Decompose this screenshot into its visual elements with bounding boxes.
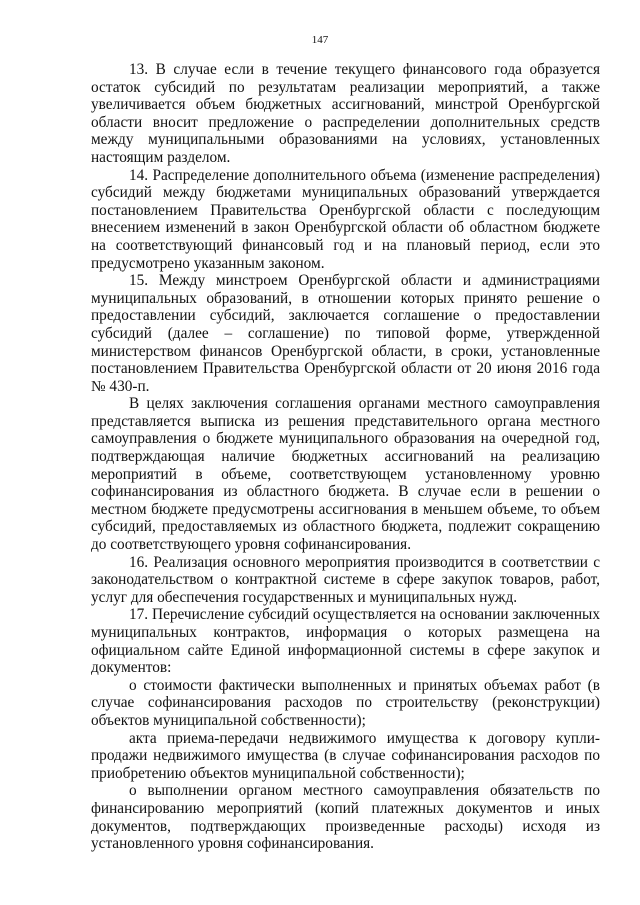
paragraph-17-item-work-cost: о стоимости фактически выполненных и принятых объемах работ (в случае софинансирования расходов по строительству (реконструкции) объектов муниципальной собственности); bbox=[91, 676, 600, 729]
paragraph-13: 13. В случае если в течение текущего финансового года образуется остаток субсидий по результатам реализации мероприятий, а также увеличивается объем бюджетных ассигнований, минстрой Оренбургской области вносит предложение о распределении дополнительных средств между муниципальными образованиями на условиях, установленных настоящим разделом. bbox=[91, 61, 600, 166]
paragraph-17: 17. Перечисление субсидий осуществляется на основании заключенных муниципальных контрактов, информация о которых размещена на официальном сайте Единой информационной системы в сфере закупок и документов: bbox=[91, 606, 600, 677]
paragraph-17-item-transfer-act: акта приема-передачи недвижимого имущества к договору купли-продажи недвижимого имущества (в случае софинансирования расходов по приобретению объектов муниципальной собственности); bbox=[91, 729, 600, 782]
paragraph-15: 15. Между минстроем Оренбургской области и администрациями муниципальных образований, в отношении которых принято решение о предоставлении субсидий, заключается соглашение о предоставлении субсидий (далее – соглашение) по типовой форме, утвержденной министерством финансов Оренбургской области, в сроки, установленные постановлением Правительства Оренбургской области от 20 июня 2016 года № 430-п. bbox=[91, 272, 600, 395]
paragraph-17-item-obligations: о выполнении органом местного самоуправления обязательств по финансированию мероприятий (копий платежных документов и иных документов, подтверждающих произведенные расходы) исходя из установленного уровня софинансирования. bbox=[91, 782, 600, 853]
paragraph-16: 16. Реализация основного мероприятия производится в соответствии с законодательством о контрактной системе в сфере закупок товаров, работ, услуг для обеспечения государственных и муниципальных нужд. bbox=[91, 553, 600, 606]
paragraph-15-agreement-conditions: В целях заключения соглашения органами местного самоуправления представляется выписка из решения представительного органа местного самоуправления о бюджете муниципального образования на очередной год, подтверждающая наличие бюджетных ассигнований на реализацию мероприятий в объеме, соответствующем установленному уровню софинансирования из областного бюджета. В случае если в решении о местном бюджете предусмотрены ассигнования в меньшем объеме, то объем субсидий, предоставляемых из областного бюджета, подлежит сокращению до соответствующего уровня софинансирования. bbox=[91, 395, 600, 554]
page-number: 147 bbox=[311, 34, 329, 46]
paragraph-14: 14. Распределение дополнительного объема (изменение распределения) субсидий между бюджетами муниципальных образований утверждается постановлением Правительства Оренбургской области с последующим внесением изменений в закон Оренбургской области об областном бюджете на соответствующий финансовый год и на плановый период, если это предусмотрено указанным законом. bbox=[91, 166, 600, 272]
document-body bbox=[91, 61, 600, 853]
